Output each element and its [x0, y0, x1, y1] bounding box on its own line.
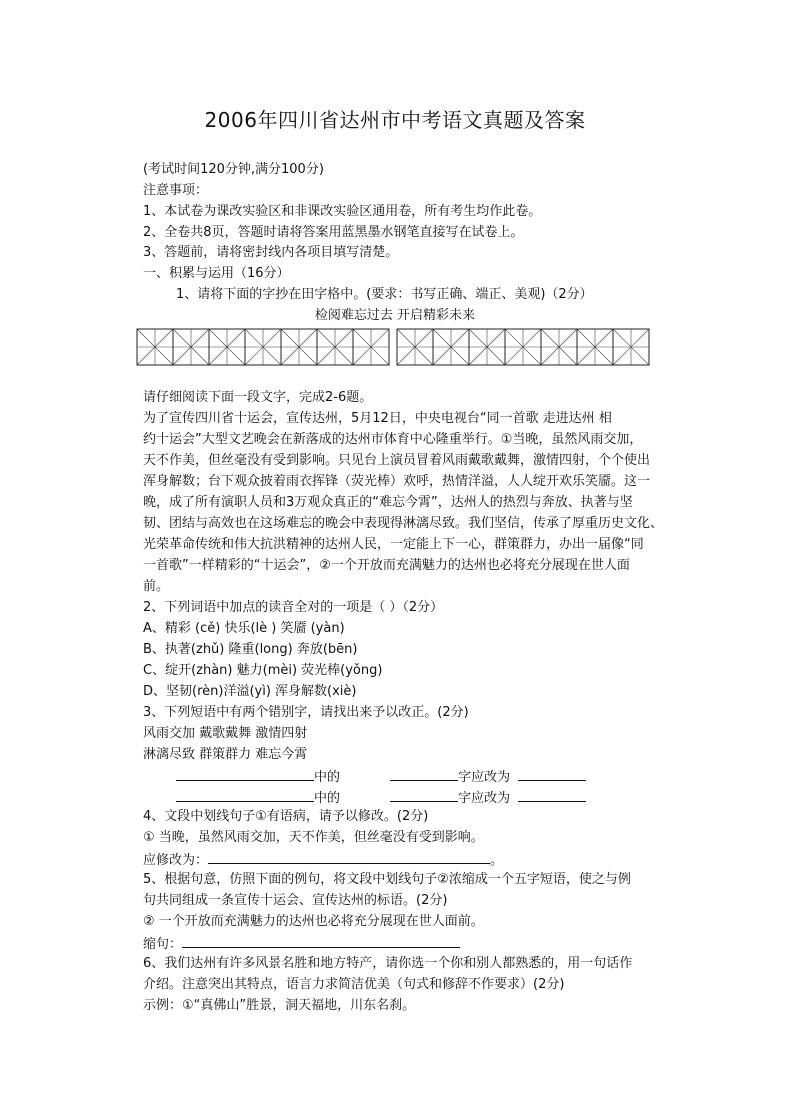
q4-answer-row — [143, 849, 503, 871]
grid-cell[interactable] — [505, 329, 541, 365]
notice-3: 3、答题前，请将密封线内各项目填写清楚。 — [143, 245, 399, 260]
q2-option-d[interactable]: D、坚韧(rèn)洋溢(yì) 浑身解数(xiè) — [143, 684, 357, 699]
document-title: 2006年四川省达州市中考语文真题及答案 — [204, 108, 586, 132]
q3-blank-char[interactable] — [390, 787, 458, 802]
grid-cell[interactable] — [137, 329, 173, 365]
question-1: 1、请将下面的字抄在田字格中。(要求：书写正确、端正、美观)（2分） — [176, 287, 593, 302]
q5-sentence: ② 一个开放而充满魅力的达州也必将充分展现在世人面前。 — [143, 914, 484, 929]
grid-cell[interactable] — [577, 329, 613, 365]
grid-cell[interactable] — [245, 329, 281, 365]
q3-blank-correct[interactable] — [518, 787, 586, 802]
q3-blank-char[interactable] — [390, 766, 458, 781]
passage-line: 浑身解数；台下观众披着雨衣挥锋（荧光棒）欢呼，热情洋溢，人人绽开欢乐笑靥。这一 — [143, 474, 651, 489]
q3-of-label: 中的 — [314, 770, 341, 785]
grid-cell[interactable] — [317, 329, 353, 365]
passage-line: 光荣革命传统和伟大抗洪精神的达州人民，一定能上下一心，群策群力，办出一届像“同 — [143, 537, 644, 552]
question-4: 4、文段中划线句子①有语病，请予以修改。(2分) — [143, 809, 429, 824]
q3-change-label: 字应改为 — [458, 791, 511, 806]
q3-phrases: 风雨交加 戴歌戴舞 激情四射 — [143, 726, 308, 741]
passage-line: 一首歌”一样精彩的“十运会”，②一个开放而充满魅力的达州也必将充分展现在世人面 — [143, 558, 630, 573]
q3-change-label: 字应改为 — [458, 770, 511, 785]
q2-option-b[interactable]: B、执著(zhǔ) 隆重(long) 奔放(bēn) — [143, 642, 358, 657]
q5-answer-label: 缩句： — [143, 937, 183, 952]
passage-line: 前。 — [143, 579, 170, 594]
grid-cell[interactable] — [353, 329, 389, 365]
grid-cell[interactable] — [433, 329, 469, 365]
passage-intro: 请仔细阅读下面一段文字，完成2-6题。 — [143, 390, 373, 405]
notice-header: 注意事项： — [143, 183, 209, 198]
question-2: 2、下列词语中加点的读音全对的一项是（ ）（2分） — [143, 600, 444, 615]
q4-answer-label: 应修改为： — [143, 853, 209, 868]
grid-cell[interactable] — [173, 329, 209, 365]
exam-info: (考试时间120分钟,满分100分) — [143, 162, 324, 177]
q5-answer-row — [143, 933, 460, 955]
q4-answer-blank[interactable] — [208, 849, 490, 864]
passage-line: 晚，成了所有演职人员和3万观众真正的“难忘今霄”，达州人的热烈与奔放、执著与坚 — [143, 495, 633, 510]
notice-2: 2、全卷共8页，答题时请将答案用蓝黑墨水钢笔直接写在试卷上。 — [143, 225, 524, 240]
question-5: 句共同组成一条宣传十运会、宣传达州的标语。(2分) — [143, 893, 448, 908]
passage-line: 韧、团结与高效也在这场难忘的晚会中表现得淋漓尽致。我们坚信，传承了厚重历史文化、 — [143, 516, 664, 531]
grid-cell[interactable] — [209, 329, 245, 365]
q2-option-c[interactable]: C、绽开(zhàn) 魅力(mèi) 荧光棒(yǒng) — [143, 663, 383, 678]
q3-of-label: 中的 — [314, 791, 341, 806]
q6-example: 示例：①“真佛山”胜景，洞天福地，川东名刹。 — [143, 998, 416, 1013]
section-heading: 一、积累与运用（16分） — [143, 266, 290, 281]
q2-option-a[interactable]: A、精彩 (cě) 快乐(lè ) 笑靥 (yàn) — [143, 621, 345, 636]
passage-line: 天不作美，但丝毫没有受到影响。只见台上演员冒着风雨戴歌戴舞，激情四射，个个使出 — [143, 453, 651, 468]
q5-answer-blank[interactable] — [182, 933, 460, 948]
grid-cell[interactable] — [469, 329, 505, 365]
q4-end-mark: 。 — [490, 853, 504, 868]
grid-cell[interactable] — [541, 329, 577, 365]
grid-cell[interactable] — [281, 329, 317, 365]
q3-blank-correct[interactable] — [518, 766, 586, 781]
q3-blank-word[interactable] — [176, 766, 314, 781]
q1-phrase: 检阅难忘过去 开启精彩未来 — [314, 308, 476, 323]
q3-blank-word[interactable] — [176, 787, 314, 802]
grid-cell[interactable] — [397, 329, 433, 365]
q3-phrases: 淋漓尽致 群策群力 难忘今霄 — [143, 747, 308, 762]
question-5: 5、根据句意，仿照下面的例句，将文段中划线句子②浓缩成一个五字短语，使之与例 — [143, 872, 631, 887]
q4-sentence: ① 当晚，虽然风雨交加，天不作美，但丝毫没有受到影响。 — [143, 830, 484, 845]
grid-cell[interactable] — [613, 329, 649, 365]
passage-line: 为了宣传四川省十运会，宣传达州，5月12日，中央电视台“同一首歌 走进达州 相 — [143, 411, 612, 426]
tianzige-grid[interactable] — [136, 328, 656, 366]
notice-1: 1、本试卷为课改实验区和非课改实验区通用卷，所有考生均作此卷。 — [143, 204, 542, 219]
q3-answer-row-1 — [176, 766, 586, 788]
passage-line: 约十运会”大型文艺晚会在新落成的达州市体育中心隆重举行。①当晚，虽然风雨交加， — [143, 432, 643, 447]
question-6: 6、我们达州有许多风景名胜和地方特产，请你选一个你和别人都熟悉的，用一句话作 — [143, 956, 633, 971]
question-3: 3、下列短语中有两个错别字，请找出来予以改正。(2分) — [143, 705, 469, 720]
question-6: 介绍。注意突出其特点，语言力求简洁优美（句式和修辞不作要求）(2分) — [143, 977, 565, 992]
q3-answer-row-2 — [176, 787, 586, 809]
